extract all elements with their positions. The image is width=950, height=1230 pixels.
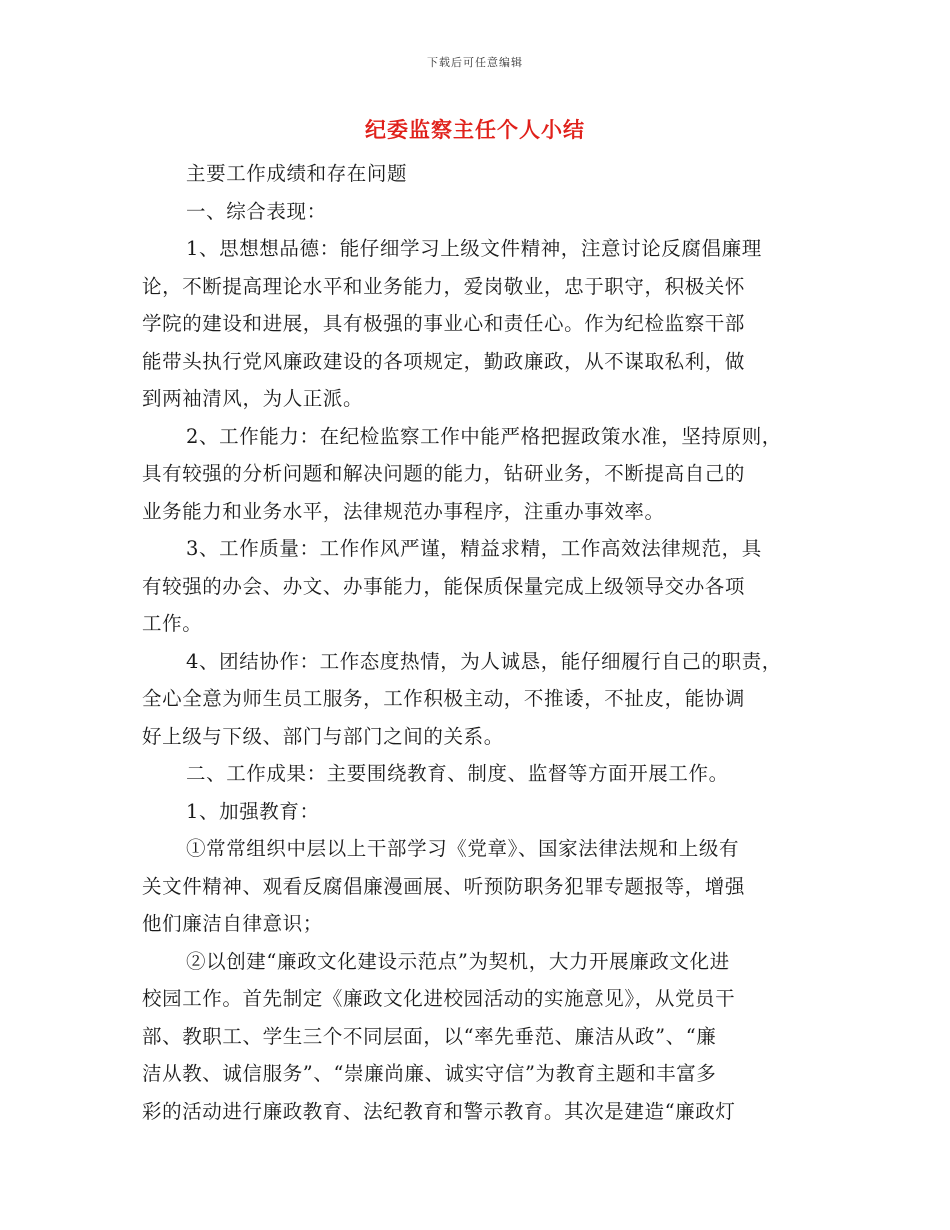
text-line: 有较强的办会、办文、办事能力，能保质保量完成上级领导交办各项 — [142, 574, 746, 598]
text-line: 工作。 — [142, 612, 203, 635]
text-line: 一、综合表现： — [186, 199, 327, 223]
text-line: 4、团结协作：工作态度热情，为人诚恳，能仔细履行自己的职责， — [186, 649, 782, 673]
text-line: 到两袖清风，为人正派。 — [142, 387, 364, 410]
text-line: 1、思想想品德：能仔细学习上级文件精神，注意讨论反腐倡廉理 — [186, 237, 762, 260]
text-line: 洁从教、诚信服务”、“崇廉尚廉、诚实守信”为教育主题和丰富多 — [142, 1062, 717, 1085]
text-line: 他们廉洁自律意识； — [142, 912, 323, 935]
text-line: 学院的建设和进展，具有极强的事业心和责任心。作为纪检监察干部 — [142, 312, 746, 335]
text-line: 1、加强教育： — [186, 799, 320, 823]
text-line: ①常常组织中层以上干部学习《党章》、国家法律法规和上级有 — [186, 837, 740, 860]
text-line: 论，不断提高理论水平和业务能力，爱岗敬业，忠于职守，积极关怀 — [142, 274, 746, 298]
text-line: ②以创建“廉政文化建设示范点”为契机，大力开展廉政文化进 — [186, 949, 730, 973]
text-line: 全心全意为师生员工服务，工作积极主动，不推诿，不扯皮，能协调 — [142, 687, 746, 710]
text-line: 能带头执行党风廉政建设的各项规定，勤政廉政，从不谋取私利，做 — [142, 349, 746, 373]
text-line: 彩的活动进行廉政教育、法纪教育和警示教育。其次是建造“廉政灯 — [142, 1099, 736, 1123]
text-line: 具有较强的分析问题和解决问题的能力，钻研业务，不断提高自己的 — [142, 462, 746, 485]
text-line: 部、教职工、学生三个不同层面，以“率先垂范、廉洁从政”、“廉 — [142, 1024, 717, 1048]
text-line: 主要工作成绩和存在问题 — [186, 162, 408, 185]
text-line: 好上级与下级、部门与部门之间的关系。 — [142, 724, 504, 748]
page-header-note: 下载后可任意编辑 — [427, 56, 523, 69]
text-line: 2、工作能力：在纪检监察工作中能严格把握政策水准，坚持原则， — [186, 424, 782, 448]
document-title: 纪委监察主任个人小结 — [365, 118, 585, 142]
text-line: 校园工作。首先制定《廉政文化进校园活动的实施意见》，从党员干 — [142, 987, 736, 1010]
document-body — [142, 155, 822, 1130]
text-line: 业务能力和业务水平，法律规范办事程序，注重办事效率。 — [142, 499, 665, 523]
text-line: 二、工作成果：主要围绕教育、制度、监督等方面开展工作。 — [186, 762, 729, 785]
text-line: 3、工作质量：工作作风严谨，精益求精，工作高效法律规范，具 — [186, 537, 762, 560]
text-line: 关文件精神、观看反腐倡廉漫画展、听预防职务犯罪专题报等，增强 — [142, 874, 746, 898]
